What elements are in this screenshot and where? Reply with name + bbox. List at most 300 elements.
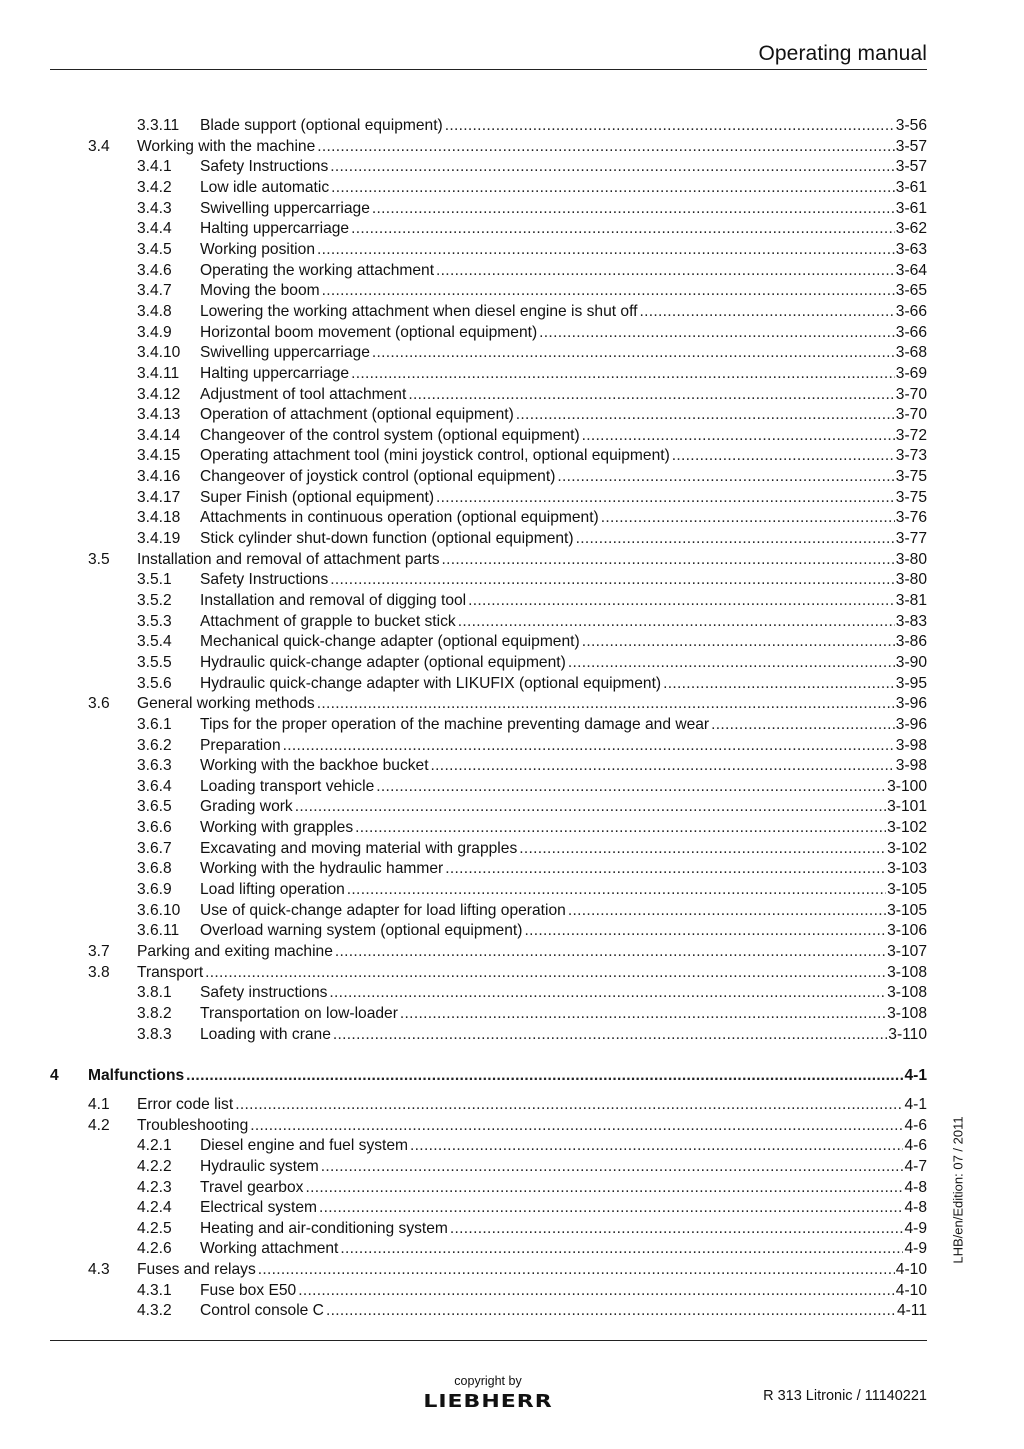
toc-page-number: 3-106 xyxy=(887,922,927,940)
toc-entry xyxy=(200,756,927,777)
toc-leader-dots xyxy=(711,715,895,736)
toc-row[interactable] xyxy=(0,550,1024,571)
toc-leader-dots xyxy=(436,488,895,509)
toc-section-title: Preparation xyxy=(200,736,281,754)
toc-entry xyxy=(200,1239,927,1260)
toc-section-title: Hydraulic quick-change adapter (optional equipment) xyxy=(200,653,566,671)
toc-page-number: 3-102 xyxy=(887,819,927,837)
toc-section-title: Diesel engine and fuel system xyxy=(200,1137,409,1155)
toc-entry xyxy=(200,880,927,901)
toc-entry xyxy=(200,859,927,880)
toc-section-number: 3.6.6 xyxy=(137,819,172,837)
toc-row[interactable] xyxy=(0,261,1024,282)
toc-page-number: 3-69 xyxy=(895,364,927,382)
toc-page-number: 3-68 xyxy=(895,344,927,362)
toc-section-number: 3.4.11 xyxy=(137,364,180,382)
toc-page-number: 3-108 xyxy=(887,984,927,1002)
toc-section-title: Halting uppercarriage xyxy=(200,220,350,238)
footer-rule xyxy=(50,1340,927,1341)
toc-row[interactable] xyxy=(0,1157,1024,1178)
page-header-title: Operating manual xyxy=(758,42,927,65)
toc-page-number: 4-11 xyxy=(896,1302,927,1320)
toc-section-number: 3.4.17 xyxy=(137,488,181,506)
toc-leader-dots xyxy=(445,116,895,137)
toc-row[interactable] xyxy=(0,137,1024,158)
toc-entry xyxy=(200,1004,927,1025)
toc-leader-dots xyxy=(351,219,895,240)
toc-section-title: Working with the backhoe bucket xyxy=(200,757,429,775)
toc-page-number: 3-108 xyxy=(887,963,927,981)
toc-row[interactable] xyxy=(0,1116,1024,1137)
toc-section-number: 3.4.9 xyxy=(137,323,172,341)
toc-section-number: 3.4.8 xyxy=(137,302,172,320)
toc-leader-dots xyxy=(295,797,886,818)
toc-entry xyxy=(200,364,927,385)
toc-section-title: Loading transport vehicle xyxy=(200,777,375,795)
toc-section-title: Lowering the working attachment when diesel engine is shut off xyxy=(200,302,638,320)
toc-page-number: 3-75 xyxy=(895,468,927,485)
toc-leader-dots xyxy=(672,446,895,467)
liebherr-logo: LIEBHERR xyxy=(423,1391,553,1412)
toc-page-number: 3-105 xyxy=(887,881,927,898)
toc-page-number: 4-7 xyxy=(904,1157,927,1175)
toc-entry xyxy=(200,818,927,839)
toc-section-title: Transportation on low-loader xyxy=(200,1004,398,1022)
toc-row[interactable] xyxy=(0,777,1024,798)
toc-entry xyxy=(137,550,927,571)
toc-row[interactable] xyxy=(0,508,1024,529)
toc-row[interactable] xyxy=(0,323,1024,344)
toc-row[interactable] xyxy=(0,529,1024,550)
toc-page-number: 3-103 xyxy=(887,860,927,878)
toc-entry xyxy=(200,446,927,467)
toc-row[interactable] xyxy=(0,736,1024,757)
toc-section-number: 3.4.19 xyxy=(137,530,181,547)
toc-leader-dots xyxy=(458,612,895,633)
toc-section-number: 3.5.4 xyxy=(137,633,172,651)
toc-entry xyxy=(200,653,927,674)
toc-section-number: 3.4.7 xyxy=(137,282,172,300)
toc-section-title: Changeover of joystick control (optional equipment) xyxy=(200,468,556,485)
toc-section-number: 3.7 xyxy=(88,943,110,960)
toc-row[interactable] xyxy=(0,199,1024,220)
toc-leader-dots xyxy=(355,818,886,839)
toc-page-number: 3-107 xyxy=(887,943,927,960)
toc-entry xyxy=(200,281,927,302)
toc-row[interactable] xyxy=(0,343,1024,364)
toc-section-title: Use of quick-change adapter for load lifting operation xyxy=(200,901,566,919)
toc-leader-dots xyxy=(321,1157,904,1178)
toc-entry xyxy=(200,736,927,757)
toc-row[interactable] xyxy=(0,859,1024,880)
toc-row[interactable] xyxy=(0,157,1024,178)
toc-entry xyxy=(88,1066,927,1087)
toc-section-title: Hydraulic quick-change adapter with LIKUFIX (optional equipment) xyxy=(200,674,662,692)
toc-section-number: 3.4.15 xyxy=(137,447,181,465)
toc-page-number: 3-81 xyxy=(895,591,927,609)
toc-row[interactable] xyxy=(0,612,1024,633)
toc-section-number: 3.8.3 xyxy=(137,1025,172,1043)
toc-row[interactable] xyxy=(0,1066,1024,1087)
toc-leader-dots xyxy=(331,178,895,199)
toc-section-title: Troubleshooting xyxy=(137,1116,249,1134)
toc-section-title: Super Finish (optional equipment) xyxy=(200,488,435,506)
toc-row[interactable] xyxy=(0,1004,1024,1025)
toc-entry xyxy=(200,385,927,406)
toc-leader-dots xyxy=(568,653,895,674)
toc-entry xyxy=(200,797,927,818)
toc-row[interactable] xyxy=(0,467,1024,488)
toc-leader-dots xyxy=(335,942,886,963)
toc-leader-dots xyxy=(322,281,895,302)
toc-row[interactable] xyxy=(0,240,1024,261)
toc-entry xyxy=(200,116,927,137)
toc-page-number: 4-10 xyxy=(895,1281,927,1299)
toc-entry xyxy=(200,674,927,695)
toc-leader-dots xyxy=(235,1095,903,1116)
toc-row[interactable] xyxy=(0,632,1024,653)
toc-row[interactable] xyxy=(0,178,1024,199)
toc-section-title: Horizontal boom movement (optional equipment) xyxy=(200,323,538,341)
toc-page-number: 3-56 xyxy=(895,117,927,134)
toc-entry xyxy=(200,715,927,736)
toc-row[interactable] xyxy=(0,921,1024,942)
toc-entry xyxy=(200,612,927,633)
header-rule xyxy=(50,69,927,70)
toc-section-title: Safety Instructions xyxy=(200,571,329,589)
toc-section-title: Operation of attachment (optional equipment) xyxy=(200,406,514,424)
toc-row[interactable] xyxy=(0,570,1024,591)
toc-entry xyxy=(137,1116,927,1137)
toc-leader-dots xyxy=(376,777,886,798)
toc-entry xyxy=(200,426,927,447)
toc-row[interactable] xyxy=(0,1239,1024,1260)
toc-section-number: 4.3 xyxy=(88,1261,110,1279)
toc-page-number: 3-80 xyxy=(895,571,927,589)
toc-page-number: 3-90 xyxy=(895,653,927,671)
toc-page-number: 3-110 xyxy=(888,1025,927,1043)
toc-leader-dots xyxy=(431,756,895,777)
toc-page-number: 3-63 xyxy=(895,240,927,258)
toc-page-number: 3-96 xyxy=(895,715,927,733)
toc-section-number: 3.5.3 xyxy=(137,612,172,630)
toc-entry xyxy=(200,1025,927,1046)
toc-page-number: 3-73 xyxy=(895,447,927,465)
toc-row[interactable] xyxy=(0,983,1024,1004)
toc-entry xyxy=(200,1178,927,1199)
toc-section-number: 3.3.11 xyxy=(137,117,180,134)
toc-entry xyxy=(200,261,927,282)
toc-row[interactable] xyxy=(0,901,1024,922)
toc-section-number: 3.6 xyxy=(88,695,110,713)
toc-page-number: 3-57 xyxy=(895,158,927,176)
toc-leader-dots xyxy=(330,157,895,178)
toc-section-number: 3.6.4 xyxy=(137,777,172,795)
toc-row[interactable] xyxy=(0,942,1024,963)
toc-leader-dots xyxy=(663,674,895,695)
toc-section-title: Excavating and moving material with grapples xyxy=(200,839,518,857)
toc-section-title: Transport xyxy=(137,963,204,981)
toc-leader-dots xyxy=(576,529,895,550)
toc-section-number: 3.4.14 xyxy=(137,426,181,444)
toc-entry xyxy=(200,983,927,1004)
toc-entry xyxy=(137,963,927,984)
toc-entry xyxy=(200,777,927,798)
toc-entry xyxy=(200,1301,927,1322)
toc-section-number: 3.8.1 xyxy=(137,984,172,1002)
toc-section-title: Low idle automatic xyxy=(200,178,330,196)
toc-entry xyxy=(137,942,927,963)
toc-section-number: 3.4.6 xyxy=(137,261,172,279)
toc-section-number: 3.8 xyxy=(88,963,110,981)
toc-leader-dots xyxy=(400,1004,886,1025)
toc-entry xyxy=(200,323,927,344)
toc-section-number: 3.5.6 xyxy=(137,674,172,692)
toc-leader-dots xyxy=(329,983,886,1004)
toc-entry xyxy=(200,570,927,591)
toc-section-title: Hydraulic system xyxy=(200,1157,319,1175)
toc-section-title: Halting uppercarriage xyxy=(200,364,350,382)
toc-section-title: Working with the hydraulic hammer xyxy=(200,860,444,878)
toc-section-number: 3.4.18 xyxy=(137,509,181,527)
toc-section-number: 3.5.5 xyxy=(137,653,172,671)
toc-entry xyxy=(200,219,927,240)
toc-entry xyxy=(200,1281,927,1302)
toc-entry xyxy=(137,1095,927,1116)
toc-entry xyxy=(137,137,927,158)
toc-leader-dots xyxy=(317,137,895,158)
toc-page-number: 3-98 xyxy=(895,757,927,775)
toc-section-number: 3.4.4 xyxy=(137,220,172,238)
toc-section-number: 3.4.1 xyxy=(137,158,172,176)
toc-leader-dots xyxy=(410,1136,903,1157)
toc-section-title: Installation and removal of digging tool xyxy=(200,591,467,609)
toc-section-title: Moving the boom xyxy=(200,282,320,300)
toc-section-number: 4.2.1 xyxy=(137,1137,172,1155)
toc-leader-dots xyxy=(258,1260,895,1281)
toc-page-number: 3-96 xyxy=(895,695,927,713)
toc-row[interactable] xyxy=(0,1178,1024,1199)
toc-row[interactable] xyxy=(0,364,1024,385)
toc-leader-dots xyxy=(317,240,895,261)
toc-entry xyxy=(200,240,927,261)
toc-page-number: 4-9 xyxy=(904,1240,927,1258)
toc-entry xyxy=(200,343,927,364)
toc-section-title: Adjustment of tool attachment xyxy=(200,385,407,403)
toc-section-number: 4.2.5 xyxy=(137,1219,172,1237)
toc-section-title: Electrical system xyxy=(200,1199,317,1217)
toc-row[interactable] xyxy=(0,1025,1024,1046)
toc-section-number: 3.5.2 xyxy=(137,591,172,609)
toc-row[interactable] xyxy=(0,446,1024,467)
toc-row[interactable] xyxy=(0,385,1024,406)
toc-row[interactable] xyxy=(0,818,1024,839)
toc-row[interactable] xyxy=(0,426,1024,447)
toc-section-title: Control console C xyxy=(200,1302,324,1320)
toc-row[interactable] xyxy=(0,674,1024,695)
toc-row[interactable] xyxy=(0,488,1024,509)
toc-page-number: 3-66 xyxy=(895,302,927,320)
toc-section-title: Tips for the proper operation of the machine preventing damage and wear xyxy=(200,715,710,733)
toc-section-number: 3.6.7 xyxy=(137,839,172,857)
toc-section-title: Swivelling uppercarriage xyxy=(200,199,370,217)
toc-section-number: 3.6.1 xyxy=(137,715,172,733)
toc-leader-dots xyxy=(372,199,895,220)
toc-page-number: 4-10 xyxy=(895,1261,927,1279)
toc-page-number: 3-66 xyxy=(895,323,927,341)
toc-page-number: 3-62 xyxy=(895,220,927,238)
toc-leader-dots xyxy=(347,880,886,901)
toc-leader-dots xyxy=(639,302,894,323)
toc-page-number: 3-75 xyxy=(895,488,927,506)
toc-leader-dots xyxy=(582,426,895,447)
toc-section-number: 4.2 xyxy=(88,1116,110,1134)
toc-leader-dots xyxy=(326,1301,896,1322)
toc-section-number: 4.2.2 xyxy=(137,1157,172,1175)
toc-row[interactable] xyxy=(0,219,1024,240)
toc-entry xyxy=(200,302,927,323)
toc-leader-dots xyxy=(317,694,895,715)
toc-leader-dots xyxy=(468,591,895,612)
toc-entry xyxy=(200,467,927,488)
toc-leader-dots xyxy=(450,1219,904,1240)
toc-page-number: 3-100 xyxy=(887,777,927,795)
toc-row[interactable] xyxy=(0,1095,1024,1116)
toc-section-number: 4 xyxy=(50,1066,59,1084)
toc-row[interactable] xyxy=(0,756,1024,777)
toc-row[interactable] xyxy=(0,591,1024,612)
toc-leader-dots xyxy=(319,1198,903,1219)
toc-section-title: General working methods xyxy=(137,695,315,713)
toc-section-number: 4.2.3 xyxy=(137,1178,172,1196)
toc-row[interactable] xyxy=(0,880,1024,901)
toc-section-number: 3.4.13 xyxy=(137,406,181,424)
toc-leader-dots xyxy=(539,323,895,344)
toc-row[interactable] xyxy=(0,405,1024,426)
toc-leader-dots xyxy=(305,1178,903,1199)
toc-section-title: Working attachment xyxy=(200,1240,339,1258)
toc-row[interactable] xyxy=(0,653,1024,674)
toc-leader-dots xyxy=(330,570,895,591)
toc-section-title: Travel gearbox xyxy=(200,1178,304,1196)
toc-leader-dots xyxy=(557,467,894,488)
toc-section-number: 3.4 xyxy=(88,137,110,155)
toc-section-number: 3.4.12 xyxy=(137,385,181,403)
toc-entry xyxy=(137,1260,927,1281)
toc-row[interactable] xyxy=(0,963,1024,984)
toc-section-number: 3.5.1 xyxy=(137,571,172,589)
toc-entry xyxy=(200,839,927,860)
toc-entry xyxy=(200,1136,927,1157)
toc-section-title: Safety Instructions xyxy=(200,158,329,176)
toc-row[interactable] xyxy=(0,1301,1024,1322)
toc-row[interactable] xyxy=(0,1198,1024,1219)
toc-entry xyxy=(200,178,927,199)
toc-section-title: Swivelling uppercarriage xyxy=(200,344,370,362)
toc-leader-dots xyxy=(442,550,895,571)
toc-section-title: Grading work xyxy=(200,798,293,816)
toc-row[interactable] xyxy=(0,1136,1024,1157)
toc-row[interactable] xyxy=(0,715,1024,736)
toc-entry xyxy=(137,694,927,715)
toc-section-title: Installation and removal of attachment parts xyxy=(137,550,440,568)
toc-entry xyxy=(200,1198,927,1219)
toc-leader-dots xyxy=(601,508,895,529)
toc-page-number: 4-1 xyxy=(904,1095,927,1113)
toc-section-number: 4.3.1 xyxy=(137,1281,172,1299)
toc-entry xyxy=(200,1157,927,1178)
toc-row[interactable] xyxy=(0,1281,1024,1302)
toc-section-number: 4.2.6 xyxy=(137,1240,172,1258)
toc-leader-dots xyxy=(283,736,895,757)
toc-entry xyxy=(200,591,927,612)
toc-page-number: 3-102 xyxy=(887,839,927,857)
toc-section-number: 4.3.2 xyxy=(137,1302,172,1320)
toc-page-number: 3-86 xyxy=(895,633,927,651)
toc-page-number: 3-70 xyxy=(895,406,927,424)
toc-page-number: 3-80 xyxy=(895,550,927,568)
toc-row[interactable] xyxy=(0,694,1024,715)
toc-leader-dots xyxy=(582,632,895,653)
toc-leader-dots xyxy=(333,1025,887,1046)
toc-leader-dots xyxy=(340,1239,903,1260)
toc-section-title: Operating the working attachment xyxy=(200,261,435,279)
toc-section-title: Working position xyxy=(200,240,315,258)
toc-page-number: 3-61 xyxy=(895,178,927,196)
toc-section-number: 3.4.3 xyxy=(137,199,172,217)
toc-page-number: 3-70 xyxy=(895,385,927,403)
toc-entry xyxy=(200,157,927,178)
toc-page-number: 3-65 xyxy=(895,282,927,300)
toc-leader-dots xyxy=(445,859,886,880)
toc-page-number: 3-83 xyxy=(895,612,927,630)
toc-section-number: 3.8.2 xyxy=(137,1004,172,1022)
toc-section-title: Mechanical quick-change adapter (optional equipment) xyxy=(200,633,580,651)
toc-section-title: Error code list xyxy=(137,1095,234,1113)
toc-leader-dots xyxy=(186,1066,903,1087)
toc-row[interactable] xyxy=(0,1260,1024,1281)
toc-section-number: 3.4.2 xyxy=(137,178,172,196)
toc-row[interactable] xyxy=(0,281,1024,302)
toc-page-number: 4-8 xyxy=(904,1199,927,1217)
toc-row[interactable] xyxy=(0,797,1024,818)
toc-row[interactable] xyxy=(0,302,1024,323)
toc-section-number: 3.6.9 xyxy=(137,881,172,898)
toc-row[interactable] xyxy=(0,839,1024,860)
toc-page-number: 3-105 xyxy=(887,901,927,919)
toc-page-number: 3-72 xyxy=(895,426,927,444)
toc-entry xyxy=(200,1219,927,1240)
toc-section-title: Overload warning system (optional equipment) xyxy=(200,922,523,940)
toc-section-title: Fuse box E50 xyxy=(200,1281,297,1299)
toc-section-title: Operating attachment tool (mini joystick control, optional equipment) xyxy=(200,447,670,465)
toc-page-number: 3-57 xyxy=(895,137,927,155)
toc-section-number: 3.6.8 xyxy=(137,860,172,878)
toc-section-title: Fuses and relays xyxy=(137,1261,256,1279)
toc-leader-dots xyxy=(568,901,886,922)
toc-page-number: 3-101 xyxy=(887,798,927,816)
toc-leader-dots xyxy=(408,385,894,406)
toc-page-number: 4-1 xyxy=(904,1066,927,1084)
toc-entry xyxy=(200,529,927,550)
toc-section-number: 4.2.4 xyxy=(137,1199,172,1217)
toc-section-number: 3.6.11 xyxy=(137,922,180,940)
toc-section-number: 3.4.16 xyxy=(137,468,181,485)
toc-section-title: Loading with crane xyxy=(200,1025,331,1043)
toc-row[interactable] xyxy=(0,1219,1024,1240)
toc-page-number: 3-95 xyxy=(895,674,927,692)
toc-row[interactable] xyxy=(0,116,1024,137)
